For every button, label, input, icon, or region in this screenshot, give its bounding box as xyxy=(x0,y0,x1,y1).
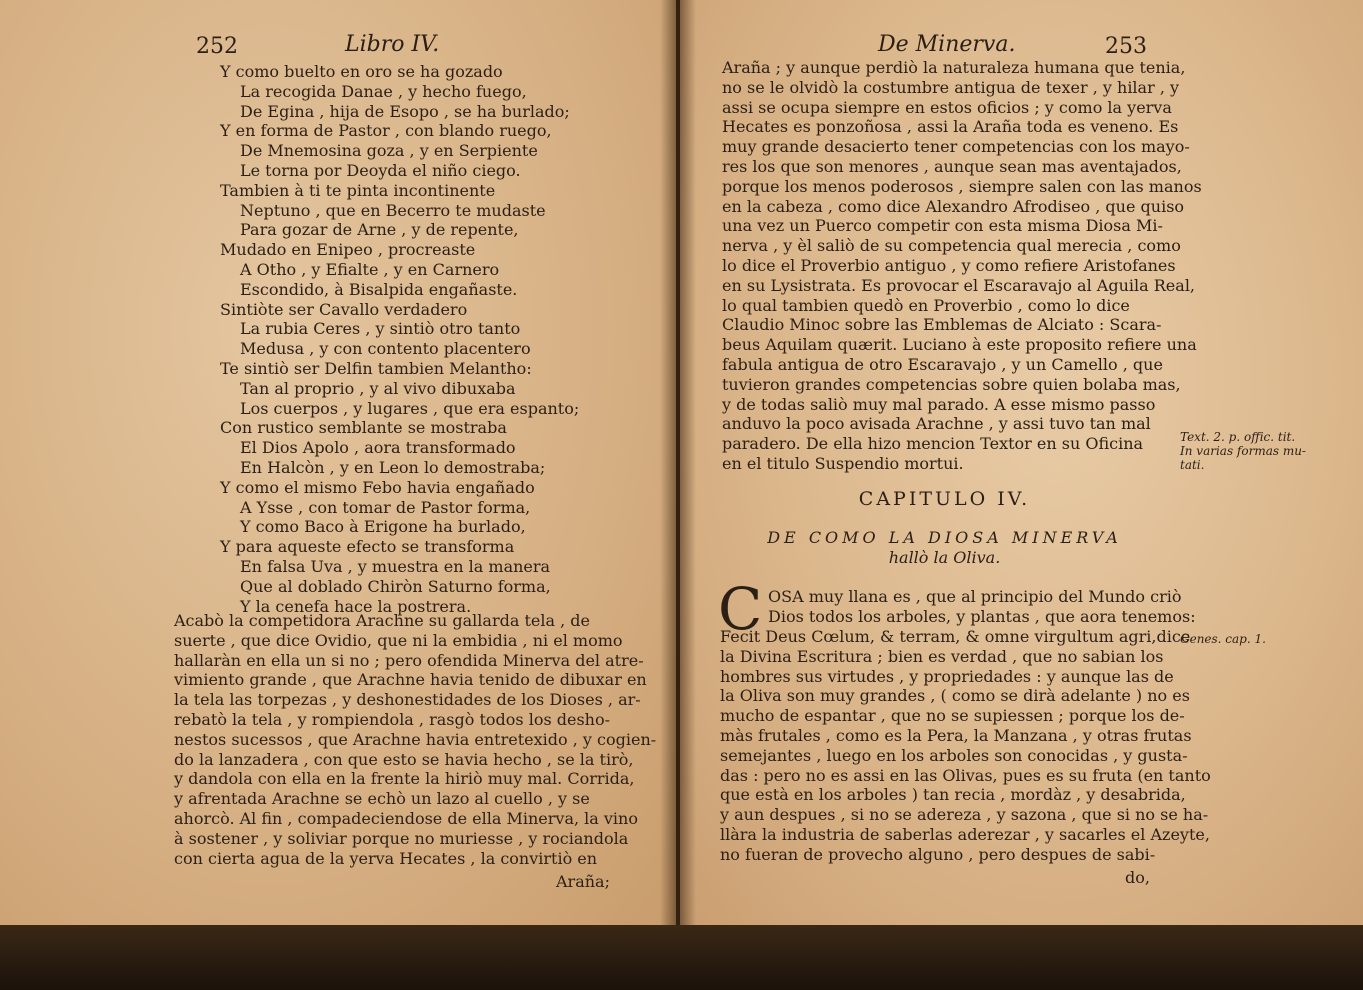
verse-line: El Dios Apolo , aora transformado xyxy=(240,438,516,458)
subtitle-line-2: hallò la Oliva. xyxy=(888,548,1001,567)
prose-line: la tela las torpezas , y deshonestidades de los Dioses , ar- xyxy=(174,690,641,710)
verse-line: La rubia Ceres , y sintiò otro tanto xyxy=(240,319,521,339)
prose-line: Claudio Minoc sobre las Emblemas de Alciato : Scara- xyxy=(722,315,1162,335)
prose-line: Fecit Deus Cœlum, & terram, & omne virgultum agri,dice xyxy=(720,627,1191,646)
right-catchword: do, xyxy=(1125,868,1150,887)
verse-line: Tambien à ti te pinta incontinente xyxy=(220,180,496,200)
prose-line: no se le olvidò la costumbre antigua de texer , y hilar , y xyxy=(722,77,1180,97)
prose-line: la Oliva son muy grandes , ( como se dirà adelante ) no es xyxy=(720,686,1190,706)
prose-line: lo dice el Proverbio antiguo , y como refiere Aristofanes xyxy=(722,255,1176,275)
chapter-heading: CAPITULO IV. xyxy=(858,488,1031,510)
prose-line: porque los menos poderosos , siempre salen con las manos xyxy=(722,176,1202,196)
prose-line: y afrentada Arachne se echò un lazo al cuello , y se xyxy=(174,789,590,809)
verse-line: Y como Baco à Erigone ha burlado, xyxy=(240,517,526,537)
verse-line: En Halcòn , y en Leon lo demostraba; xyxy=(240,457,546,477)
margin-note-line: Text. 2. p. offic. tit. xyxy=(1180,430,1296,444)
prose-line: assi se ocupa siempre en estos oficios ; y como la yerva xyxy=(722,97,1172,117)
drop-cap: C xyxy=(718,575,763,643)
prose-line: das : pero no es assi en las Olivas, pues es su fruta (en tanto xyxy=(720,765,1211,785)
prose-line: rebatò la tela , y rompiendola , rasgò todos los desho- xyxy=(174,709,611,729)
right-running-head: De Minerva. xyxy=(878,32,1016,57)
prose-line: y de todas saliò muy mal parado. A esse mismo passo xyxy=(722,394,1156,414)
verse-line: Y en forma de Pastor , con blando ruego, xyxy=(220,121,552,141)
verse-line: Con rustico semblante se mostraba xyxy=(220,418,507,438)
prose-line: hallaràn en ella un si no ; pero ofendida Minerva del atre- xyxy=(174,650,644,670)
prose-line: à sostener , y soliviar porque no muriesse , y rociandola xyxy=(174,828,629,848)
verse-line: Neptuno , que en Becerro te mudaste xyxy=(240,200,546,220)
margin-note-genesis: Genes. cap. 1. xyxy=(1180,632,1266,646)
prose-line: semejantes , luego en los arboles son conocidas , y gusta- xyxy=(720,745,1188,765)
prose-line: tuvieron grandes competencias sobre quien bolaba mas, xyxy=(722,374,1181,394)
prose-line: fabula antigua de otro Escaravajo , y un Camello , que xyxy=(722,354,1163,374)
verse-line: En falsa Uva , y muestra en la manera xyxy=(240,556,551,576)
verse-line: Le torna por Deoyda el niño ciego. xyxy=(240,160,521,180)
left-page-number: 252 xyxy=(196,34,238,59)
prose-line: nestos sucessos , que Arachne havia entretexido , y cogien- xyxy=(174,729,657,749)
left-catchword: Araña; xyxy=(556,872,610,891)
verse-line: A Ysse , con tomar de Pastor forma, xyxy=(240,497,531,517)
verse-line: La recogida Danae , y hecho fuego, xyxy=(240,81,527,101)
prose-line: OSA muy llana es , que al principio del Mundo criò xyxy=(768,587,1182,606)
prose-line: que està en los arboles ) tan recia , mordàz , y desabrida, xyxy=(720,785,1186,805)
verse-line: De Egina , hija de Esopo , se ha burlado; xyxy=(240,101,570,121)
prose-line: mucho de espantar , que no se supiessen ; porque los de- xyxy=(720,706,1185,726)
verse-line: Los cuerpos , y lugares , que era espanto; xyxy=(240,398,580,418)
verse-line: Y como buelto en oro se ha gozado xyxy=(220,62,503,81)
prose-line: Hecates es ponzoñosa , assi la Araña toda es veneno. Es xyxy=(722,117,1179,137)
prose-line: do la lanzadera , con que esto se havia hecho , se la tirò, xyxy=(174,749,634,769)
prose-line: Acabò la competidora Arachne su gallarda tela , de xyxy=(174,611,590,630)
verse-line: Escondido, à Bisalpida engañaste. xyxy=(240,279,518,299)
prose-line: nerva , y èl saliò de su competencia qual merecia , como xyxy=(722,236,1181,256)
prose-line: y dandola con ella en la frente la hiriò muy mal. Corrida, xyxy=(174,769,635,789)
verse-line: Te sintiò ser Delfin tambien Melantho: xyxy=(220,358,532,378)
chapter-subtitle xyxy=(722,528,1167,568)
prose-line: Dios todos los arboles, y plantas , que aora tenemos: xyxy=(768,606,1196,626)
left-running-head: Libro IV. xyxy=(345,32,440,57)
prose-line: en su Lysistrata. Es provocar el Escaravajo al Aguila Real, xyxy=(722,275,1196,295)
prose-line: la Divina Escritura ; bien es verdad , que no sabian los xyxy=(720,646,1164,666)
prose-line: beus Aquilam quærit. Luciano à este proposito refiere una xyxy=(722,335,1197,355)
prose-line: res los que son menores , aunque sean mas aventajados, xyxy=(722,156,1182,176)
prose-line: con cierta agua de la yerva Hecates , la convirtiò en xyxy=(174,848,598,868)
subtitle-line-1: DE COMO LA DIOSA MINERVA xyxy=(767,528,1122,547)
prose-line: màs frutales , como es la Pera, la Manzana , y otras frutas xyxy=(720,725,1192,745)
verse-line: Tan al proprio , y al vivo dibuxaba xyxy=(240,378,516,398)
body-first-lines xyxy=(768,587,1196,627)
body-prose xyxy=(720,627,1211,865)
prose-line: en la cabeza , como dice Alexandro Afrodiseo , que quiso xyxy=(722,196,1185,216)
prose-line: Araña ; y aunque perdiò la naturaleza humana que tenia, xyxy=(722,58,1186,77)
verse-line: Y para aqueste efecto se transforma xyxy=(220,537,515,557)
verse-line: Medusa , y con contento placentero xyxy=(240,339,531,359)
prose-line: muy grande desacierto tener competencias con los mayo- xyxy=(722,137,1190,157)
prose-line: llàra la industria de saberlas aderezar , y sacarles el Azeyte, xyxy=(720,824,1210,844)
verse-line: De Mnemosina goza , y en Serpiente xyxy=(240,141,538,161)
margin-note-textor xyxy=(1180,430,1306,472)
verse-line: Mudado en Enipeo , procreaste xyxy=(220,240,476,260)
verse-line: A Otho , y Efialte , y en Carnero xyxy=(240,259,500,279)
verse-line: Para gozar de Arne , y de repente, xyxy=(240,220,519,240)
book-bottom-edge xyxy=(0,925,1363,990)
prose-line: lo qual tambien quedò en Proverbio , como lo dice xyxy=(722,295,1130,315)
left-page xyxy=(0,0,676,940)
margin-note-line: In varias formas mu- xyxy=(1180,444,1306,458)
prose-line: anduvo la poco avisada Arachne , y assi tuvo tan mal xyxy=(722,414,1151,434)
right-page-number: 253 xyxy=(1105,34,1147,59)
prose-line: ahorcò. Al fin , compadeciendose de ella Minerva, la vino xyxy=(174,808,638,828)
verse-line: Sintiòte ser Cavallo verdadero xyxy=(220,299,468,319)
margin-note-line: tati. xyxy=(1180,458,1205,472)
verse-line: Y como el mismo Febo havia engañado xyxy=(220,477,535,497)
verse-block xyxy=(220,62,640,616)
prose-line: no fueran de provecho alguno , pero despues de sabi- xyxy=(720,844,1156,864)
left-prose-block xyxy=(174,611,657,868)
verse-line: Y la cenefa hace la postrera. xyxy=(240,596,472,616)
prose-line: suerte , que dice Ovidio, que ni la embidia , ni el momo xyxy=(174,630,623,650)
prose-line: una vez un Puerco competir con esta misma Diosa Mi- xyxy=(722,216,1163,236)
prose-line: y aun despues , si no se adereza , y sazona , que si no se ha- xyxy=(720,805,1209,825)
prose-line: vimiento grande , que Arachne havia tenido de dibuxar en xyxy=(174,670,647,690)
prose-line: hombres sus virtudes , y propriedades : y aunque las de xyxy=(720,666,1174,686)
verse-line: Que al doblado Chiròn Saturno forma, xyxy=(240,576,551,596)
prose-line: paradero. De ella hizo mencion Textor en su Oficina xyxy=(722,434,1144,454)
book-gutter xyxy=(660,0,696,940)
prose-line: en el titulo Suspendio mortui. xyxy=(722,453,964,473)
